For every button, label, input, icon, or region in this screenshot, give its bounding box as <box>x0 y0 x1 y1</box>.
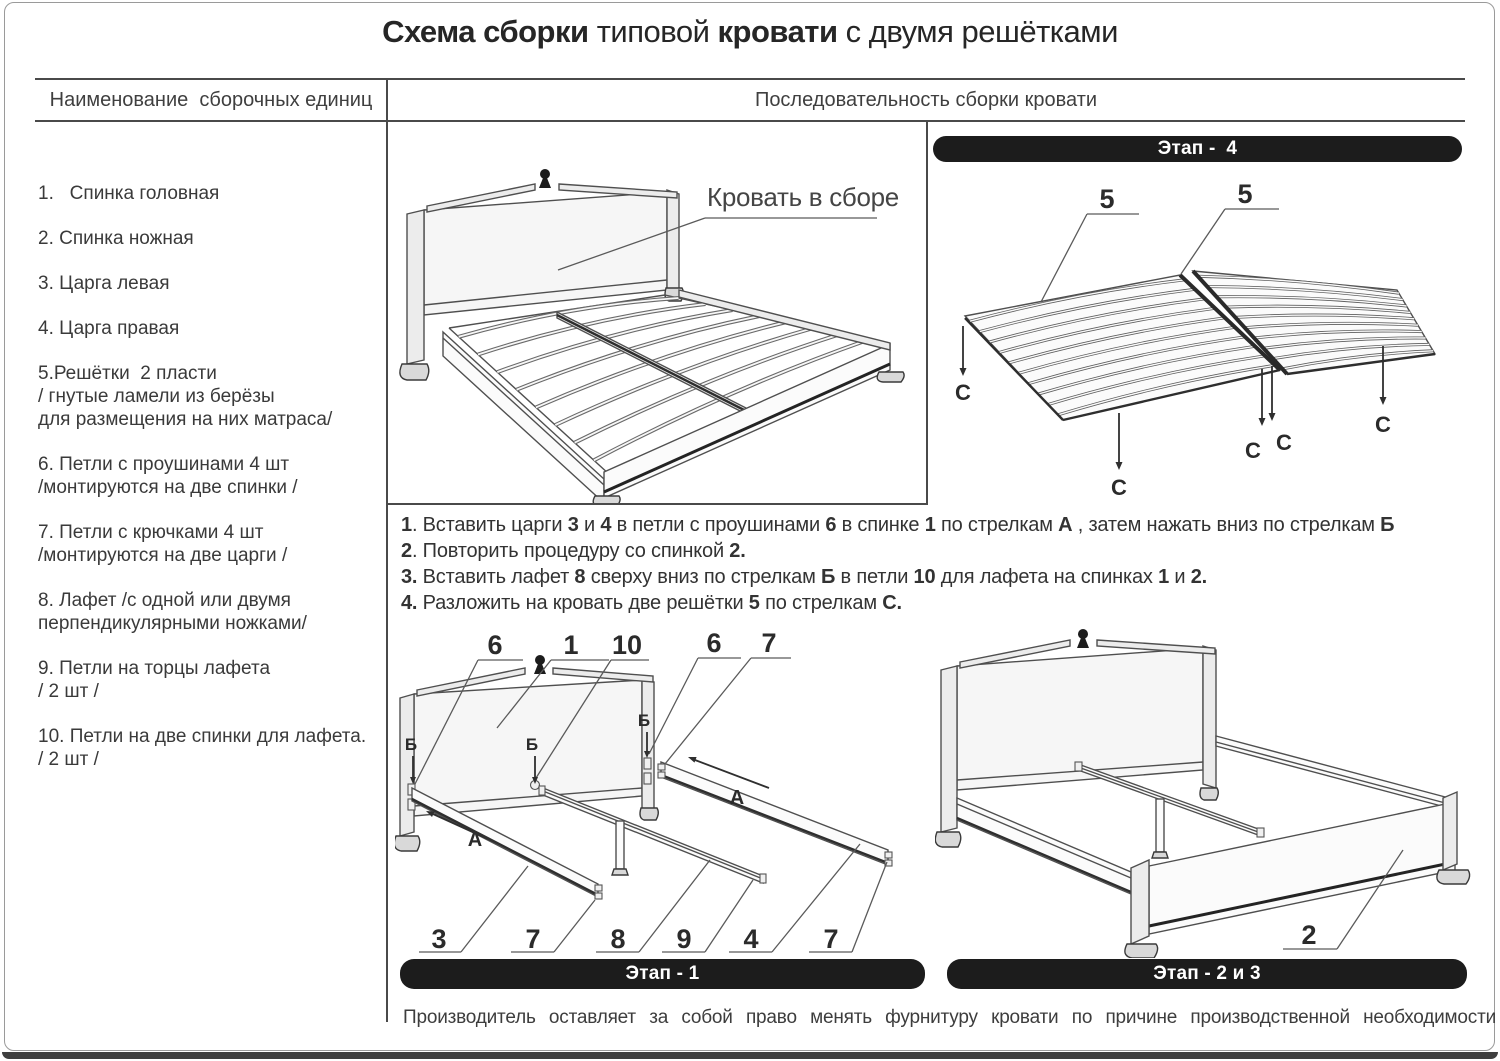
parts-list <box>38 182 382 793</box>
callout-part-7-top: 7 <box>761 628 777 658</box>
stage-2-3-pill: Этап - 2 и 3 <box>947 959 1467 989</box>
parts-list-item: 8. Лафет /с одной или двумя перпендикулярными ножками/ <box>38 590 307 634</box>
parts-list-item: 7. Петли с крючками 4 шт /монтируются на две царги / <box>38 522 288 566</box>
stage-1-drawing <box>395 618 930 958</box>
callout-part-1: 1 <box>563 630 579 660</box>
assembly-instructions <box>401 512 1471 616</box>
callout-part-5-left: 5 <box>1099 184 1115 214</box>
callout-part-4: 4 <box>743 924 759 954</box>
arrow-label-c-2: С <box>1111 475 1127 500</box>
callout-part-7-br: 7 <box>823 924 839 954</box>
parts-list-item: 3. Царга левая <box>38 273 170 294</box>
arrow-label-c-3: С <box>1245 438 1261 463</box>
callout-part-7-bl: 7 <box>525 924 541 954</box>
assembled-bed-drawing <box>387 122 928 505</box>
arrow-label-c-1: С <box>955 380 971 405</box>
callout-part-6-left: 6 <box>487 630 503 660</box>
column-header-sequence: Последовательность сборки кровати <box>754 88 1098 111</box>
parts-list-item: 1. Спинка головная <box>38 183 220 204</box>
table-header-row <box>35 78 1465 122</box>
stage-2-3-drawing <box>935 618 1480 958</box>
assembled-bed-panel <box>387 122 928 505</box>
parts-list-item: 6. Петли с проушинами 4 шт /монтируются на две спинки / <box>38 454 298 498</box>
parts-list-item: 4. Царга правая <box>38 318 180 339</box>
parts-list-item: 5.Решётки 2 пласти / гнутые ламели из берёзы для размещения на них матраса/ <box>38 363 333 430</box>
callout-part-9: 9 <box>676 924 692 954</box>
stage-4-drawing <box>935 168 1475 505</box>
stage-1-pill: Этап - 1 <box>400 959 925 989</box>
instruction-step-2: 2. Повторить процедуру со спинкой 2. <box>401 540 746 562</box>
stage-4-pill: Этап - 4 <box>933 136 1462 162</box>
page-bottom-edge <box>2 1052 1498 1059</box>
arrow-label-b-left: Б <box>404 735 418 754</box>
arrow-label-b-middle: Б <box>525 735 539 754</box>
arrow-label-b-right: Б <box>637 711 651 730</box>
manufacturer-note: Производитель оставляет за собой право менять фурнитуру кровати по причине производственной необходимости <box>403 1007 1496 1028</box>
arrow-label-c-4: С <box>1276 430 1292 455</box>
instruction-step-4: 4. Разложить на кровать две решётки 5 по стрелкам С. <box>401 592 902 614</box>
callout-part-3: 3 <box>431 924 447 954</box>
arrow-label-a-left: А <box>467 829 483 851</box>
callout-part-6-right: 6 <box>706 628 722 658</box>
parts-list-item: 2. Спинка ножная <box>38 228 194 249</box>
callout-part-10: 10 <box>611 630 643 660</box>
callout-part-5-right: 5 <box>1237 179 1253 209</box>
instruction-step-1: 1. Вставить царги 3 и 4 в петли с проушинами 6 в спинке 1 по стрелкам А , затем нажать вниз по стрелкам Б <box>401 514 1395 536</box>
column-header-parts: Наименование сборочных единиц <box>49 88 373 111</box>
callout-part-2: 2 <box>1301 920 1317 950</box>
parts-list-item: 10. Петли на две спинки для лафета. / 2 шт / <box>38 726 367 770</box>
assembled-bed-label: Кровать в сборе <box>707 182 899 212</box>
arrow-label-a-right: А <box>729 787 745 809</box>
page-title: Схема сборки типовой кровати с двумя решётками <box>382 14 1118 49</box>
callout-part-8: 8 <box>610 924 626 954</box>
arrow-label-c-5: С <box>1375 412 1391 437</box>
instruction-step-3: 3. Вставить лафет 8 сверху вниз по стрелкам Б в петли 10 для лафета на спинках 1 и 2. <box>401 566 1207 588</box>
parts-list-item: 9. Петли на торцы лафета / 2 шт / <box>38 658 271 702</box>
